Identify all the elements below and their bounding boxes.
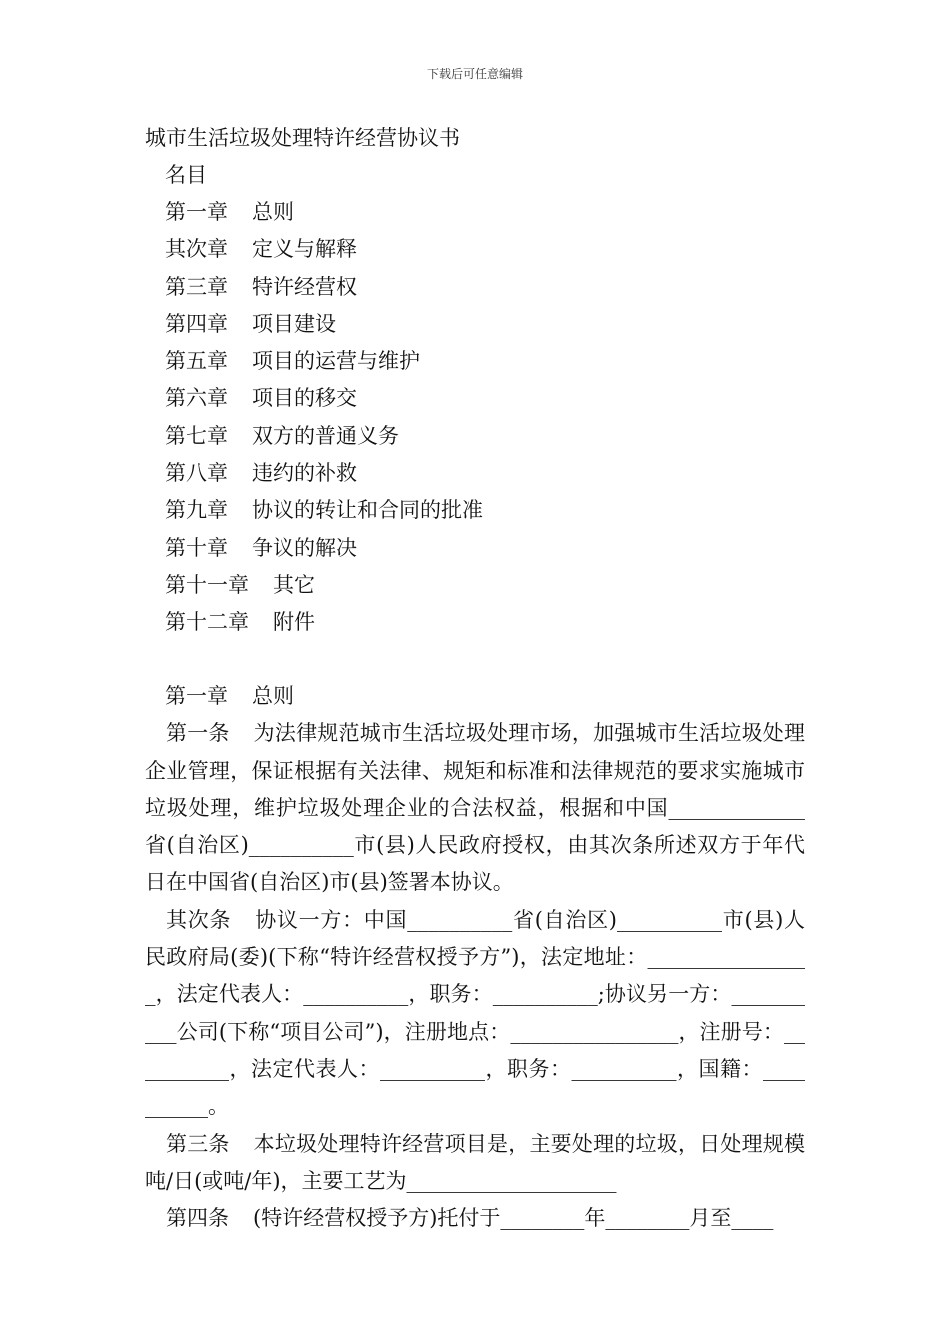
article-paragraph — [145, 902, 805, 1126]
document-title: 城市生活垃圾处理特许经营协议书 — [145, 126, 460, 150]
article-paragraph — [145, 1126, 805, 1201]
toc-chapter-name: 定义与解释 — [252, 237, 357, 262]
article-paragraph — [145, 715, 805, 901]
toc-item — [165, 271, 483, 308]
toc-label: 名目 — [165, 163, 207, 187]
chapter-heading-number: 第一章 — [165, 684, 228, 708]
toc-chapter-name: 争议的解决 — [252, 535, 357, 560]
toc-item — [165, 420, 483, 457]
toc-chapter-number: 第十一章 — [165, 572, 249, 597]
article-label: 第四条 — [166, 1206, 229, 1231]
toc-chapter-number: 第十二章 — [165, 610, 249, 635]
toc-chapter-name: 附件 — [273, 610, 315, 635]
toc-chapter-number: 第五章 — [165, 349, 228, 374]
article-label: 第一条 — [166, 721, 230, 746]
page-header-note: 下载后可任意编辑 — [426, 67, 523, 81]
toc-item — [165, 233, 483, 270]
toc-chapter-number: 第九章 — [165, 498, 228, 523]
toc-item — [165, 532, 483, 569]
toc-chapter-number: 第六章 — [165, 386, 228, 411]
article-text: (特许经营权授予方)托付于________年________月至____ — [253, 1206, 774, 1231]
chapter-heading — [145, 678, 805, 715]
toc-chapter-name: 项目的运营与维护 — [252, 349, 420, 374]
toc-chapter-number: 第四章 — [165, 311, 228, 336]
toc-chapter-name: 总则 — [252, 200, 294, 224]
toc-chapter-number: 其次章 — [165, 237, 228, 262]
toc-item — [165, 569, 483, 606]
toc-chapter-name: 项目的移交 — [252, 386, 357, 411]
toc-chapter-name: 其它 — [273, 572, 315, 597]
toc-chapter-number: 第七章 — [165, 423, 228, 448]
article-text: 本垃圾处理特许经营项目是，主要处理的垃圾，日处理规模吨/日(或吨/年)，主要工艺为____________________ — [145, 1131, 806, 1193]
toc-item — [165, 494, 483, 531]
toc-chapter-name: 项目建设 — [252, 311, 336, 336]
article-label: 其次条 — [166, 907, 232, 932]
toc-chapter-number: 第一章 — [165, 200, 228, 224]
article-text: 为法律规范城市生活垃圾处理市场，加强城市生活垃圾处理企业管理，保证根据有关法律、规矩和标准和法律规范的要求实施城市垃圾处理，维护垃圾处理企业的合法权益，根据和中国_____________省(自治区)__________市(县)人民政府授权，由其次条所述双方于年代日在中国省(自治区)市(县)签署本协议。 — [145, 721, 806, 895]
toc-chapter-number: 第十章 — [165, 535, 228, 560]
article-paragraph — [145, 1200, 805, 1237]
toc-item — [165, 345, 483, 382]
table-of-contents — [165, 196, 483, 644]
chapter-heading-name: 总则 — [252, 684, 294, 708]
toc-item — [165, 457, 483, 494]
toc-item — [165, 196, 483, 233]
toc-chapter-name: 违约的补救 — [252, 461, 357, 486]
toc-chapter-name: 特许经营权 — [252, 274, 357, 299]
toc-item — [165, 382, 483, 419]
document-body — [145, 678, 805, 1237]
toc-chapter-name: 双方的普通义务 — [252, 423, 399, 448]
toc-chapter-number: 第三章 — [165, 274, 228, 299]
toc-chapter-number: 第八章 — [165, 461, 228, 486]
article-label: 第三条 — [166, 1131, 230, 1156]
toc-chapter-name: 协议的转让和合同的批准 — [252, 498, 483, 523]
toc-item — [165, 308, 483, 345]
article-text: 协议一方：中国__________省(自治区)__________市(县)人民政府局(委)(下称“特许经营权授予方”)，法定地址：________________，法定代表人：__________，职务：__________;协议另一方：__________公司(下称“项目公司”)，注册地点：________________，注册号：__________，法定代表人：__________，职务：__________，国籍：__________。 — [145, 907, 806, 1119]
toc-item — [165, 606, 483, 643]
